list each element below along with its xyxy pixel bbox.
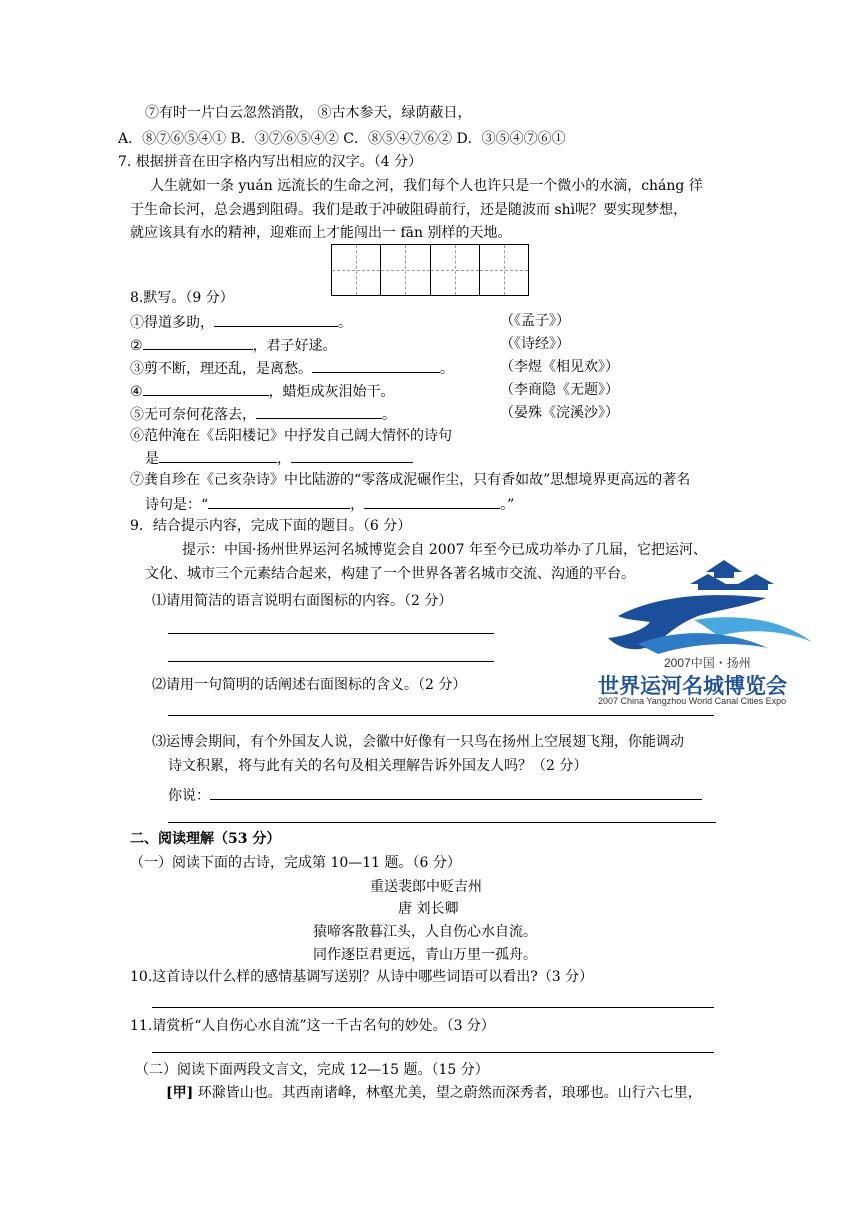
poem-title: 重送裴郎中贬吉州 [370, 879, 482, 895]
q8-line7-answer: 诗句是：“ ， 。” [145, 494, 514, 514]
answer-line[interactable] [168, 822, 716, 823]
tianzige-grid[interactable] [331, 244, 529, 296]
answer-blank[interactable] [291, 448, 413, 463]
q9-hint-line2: 文化、城市三个元素结合起来，构建了一个世界各著名城市交流、沟通的平台。 [145, 566, 635, 582]
q8-line5: ⑤无可奈何花落去， 。 [130, 404, 396, 424]
q7-paragraph-line3: 就应该具有水的精神，迎难而上才能闯出一 fān 别样的天地。 [130, 225, 512, 241]
poem-author: 唐 刘长卿 [398, 901, 459, 917]
q9-sub1: ⑴请用简洁的语言说明右面图标的内容。（2 分） [152, 593, 453, 609]
q9-sub2: ⑵请用一句简明的话阐述右面图标的含义。（2 分） [152, 677, 467, 693]
tianzige-cell[interactable] [381, 245, 430, 295]
q8-line6-answer: 是 ， [145, 448, 413, 468]
answer-blank[interactable] [256, 404, 382, 419]
q11: 11.请赏析“人自伤心水自流”这一千古名句的妙处。（3 分） [130, 1018, 495, 1034]
q8-line7: ⑦龚自珍在《己亥杂诗》中比陆游的“零落成泥碾作尘，只有香如故”思想境界更高远的著名 [130, 472, 691, 488]
q6-option-line: ⑦有时一片白云忽然消散， ⑧古木参天，绿荫蔽日， [145, 105, 472, 121]
q9-sub3-line2: 诗文积累，将与此有关的名句及相关理解告诉外国友人吗？（2 分） [168, 758, 588, 774]
answer-blank[interactable] [210, 785, 702, 800]
q7-paragraph-line1: 人生就如一条 yuán 远流长的生命之河，我们每个人也许只是一个微小的水滴，cháng 徉 [150, 178, 703, 194]
answer-blank[interactable] [159, 448, 277, 463]
answer-line[interactable] [168, 633, 494, 634]
part2-section2: （二）阅读下面两段文言文，完成 12—15 题。（15 分） [135, 1062, 489, 1078]
answer-blank[interactable] [143, 335, 253, 350]
answer-blank[interactable] [143, 381, 269, 396]
part2-section1: （一）阅读下面的古诗，完成第 10—11 题。（6 分） [130, 855, 461, 871]
q8-source2: （《诗经》） [500, 336, 570, 352]
q9-you-say: 你说： [168, 785, 702, 805]
q8-line6: ⑥范仲淹在《岳阳楼记》中抒发自己阔大情怀的诗句 [130, 428, 452, 444]
expo-logo-title: 世界运河名城博览会 [598, 674, 787, 698]
expo-logo [598, 558, 818, 710]
q9-sub3-line1: ⑶运博会期间，有个外国友人说，会徽中好像有一只鸟在扬州上空展翅飞翔，你能调动 [152, 734, 684, 750]
expo-logo-english: 2007 China Yangzhou World Canal Cities Expo [598, 696, 787, 706]
q9-hint-line1: 提示：中国·扬州世界运河名城博览会自 2007 年至今已成功举办了几届，它把运河、 [182, 542, 707, 558]
poem-line2: 同作逐臣君更远，青山万里一孤舟。 [313, 947, 537, 963]
q8-source5: （晏殊《浣溪沙》） [500, 405, 619, 421]
jia-label: [甲] [166, 1085, 194, 1101]
classical-text-jia: [甲] 环滁皆山也。其西南诸峰，林壑尤美，望之蔚然而深秀者，琅琊也。山行六七里， [166, 1085, 702, 1101]
answer-line[interactable] [152, 1052, 714, 1053]
answer-blank[interactable] [208, 494, 350, 509]
expo-logo-year: 2007中国・扬州 [664, 656, 751, 670]
answer-line[interactable] [168, 715, 714, 716]
q8-source3: （李煜《相见欢》） [500, 359, 619, 375]
q8-line4: ④ ，蜡炬成灰泪始干。 [130, 381, 395, 401]
answer-blank[interactable] [214, 312, 338, 327]
q6-answer-options: A．⑧⑦⑥⑤④① B．③⑦⑥⑤④② C．⑧⑤④⑦⑥② D．③⑤④⑦⑥① [118, 131, 566, 147]
answer-line[interactable] [152, 1007, 714, 1008]
answer-blank[interactable] [364, 494, 500, 509]
answer-line[interactable] [168, 661, 494, 662]
q8-line3: ③剪不断，理还乱，是离愁。 。 [130, 358, 454, 378]
q8-line1: ①得道多助， 。 [130, 312, 352, 332]
tianzige-cell[interactable] [332, 245, 381, 295]
q10: 10.这首诗以什么样的感情基调写送别？从诗中哪些词语可以看出?（3 分） [130, 969, 594, 985]
q9-title: 9．结合提示内容，完成下面的题目。（6 分） [130, 518, 412, 534]
poem-line1: 猿啼客散暮江头，人自伤心水自流。 [313, 924, 537, 940]
q7-title: 7. 根据拼音在田字格内写出相应的汉字。（4 分） [118, 154, 423, 170]
tianzige-cell[interactable] [480, 245, 528, 295]
q8-source4: （李商隐《无题》） [500, 382, 619, 398]
q8-title: 8.默写。（9 分） [130, 290, 234, 306]
q8-source1: （《孟子》） [500, 313, 570, 329]
part2-heading: 二、阅读理解（53 分） [130, 831, 281, 847]
q8-line2: ② ，君子好逑。 [130, 335, 337, 355]
tianzige-cell[interactable] [431, 245, 480, 295]
answer-blank[interactable] [312, 358, 440, 373]
q7-paragraph-line2: 于生命长河，总会遇到阻碍。我们是敢于冲破阻碍前行，还是随波而 shì呢？要实现梦想， [130, 202, 688, 218]
